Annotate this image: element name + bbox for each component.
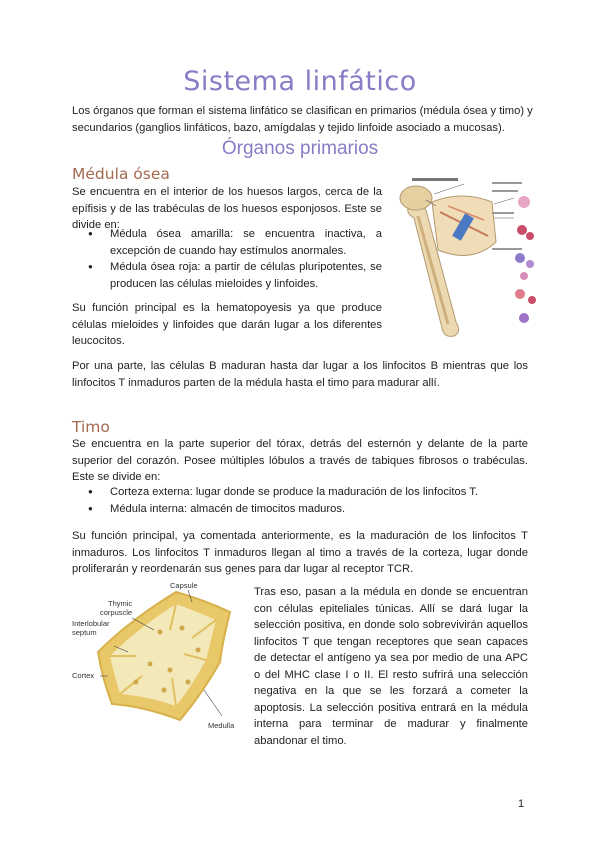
timo-paragraph-1: Se encuentra en la parte superior del tórax, detrás del esternón y delante de la parte superior del corazón. Posee múltiples lóbulos a través de tabiques fibrosos o trabéculas. Este se divide en: [72, 438, 528, 483]
medula-paragraph-3: Por una parte, las células B maduran hasta dar lugar a los linfocitos B mientras que los linfocitos T inmaduros parten de la médula hasta el timo para madurar allí. [72, 360, 528, 389]
bone-marrow-illustration [392, 172, 542, 340]
label-thymic-corpuscle: Thymic corpuscle [100, 599, 133, 617]
medula-bullet: ● Médula ósea amarilla: se encuentra inactiva, a excepción de cuando hay estímulos anormales. [84, 226, 382, 259]
timo-bullet-list [84, 484, 528, 517]
medula-paragraph-2: Su función principal es la hematopoyesis ya que produce células mieloides y linfoides que darán lugar a los diferentes leucocitos. [72, 302, 382, 347]
label-cortex: Cortex [72, 671, 95, 680]
timo-paragraph-3: Tras eso, pasan a la médula en donde se encuentran con células epiteliales túnicas. Allí se dará lugar la selección positiva, en donde solo sobrevivirán aquellos linfocitos T que tengan receptores que sean capaces de detectar el antígeno ya sea por medio de una APC o del MHC clase I o II. El resto sufrirá una selección negativa en la que se les forzará a cometer la apoptosis. La selección positiva entrará en la médula interna para terminar de madurar y finalmente abandonar el timo. [254, 586, 528, 747]
section-title: Órganos primarios [221, 138, 379, 159]
page-title: Sistema linfático [183, 66, 417, 97]
medula-bullet: ● Médula ósea roja: a partir de células pluripotentes, se producen las células mieloides y linfoides. [84, 259, 382, 292]
timo-bullet: ● Corteza externa: lugar donde se produce la maduración de los linfocitos T. [84, 484, 528, 501]
timo-paragraph-2: Su función principal, ya comentada anteriormente, es la maduración de los linfocitos T inmaduros. Los linfocitos T inmaduros llegan al timo a través de la corteza, lugar donde proliferarán y reordenarán sus genes para dar lugar al receptor TCR. [72, 530, 528, 575]
intro-paragraph: Los órganos que forman el sistema linfático se clasifican en primarios (médula ósea y timo) y secundarios (ganglios linfáticos, bazo, amígdalas y tejido linfoide asociado a mucosas). [72, 105, 533, 134]
label-capsule: Capsule [170, 581, 198, 590]
thymus-illustration [72, 578, 248, 740]
label-medulla: Medulla [208, 721, 235, 730]
page-number: 1 [518, 798, 525, 810]
timo-bullet: ● Médula interna: almacén de timocitos maduros. [84, 501, 528, 518]
label-interlobular-septum: Interlobular septum [72, 619, 110, 637]
medula-paragraph-1: Se encuentra en el interior de los huesos largos, cerca de la epífisis y de las trabéculas de los huesos esponjosos. Este se divide en: [72, 186, 382, 231]
medula-heading: Médula ósea [72, 165, 170, 183]
medula-bullet-list [84, 226, 382, 292]
timo-heading: Timo [72, 418, 110, 436]
